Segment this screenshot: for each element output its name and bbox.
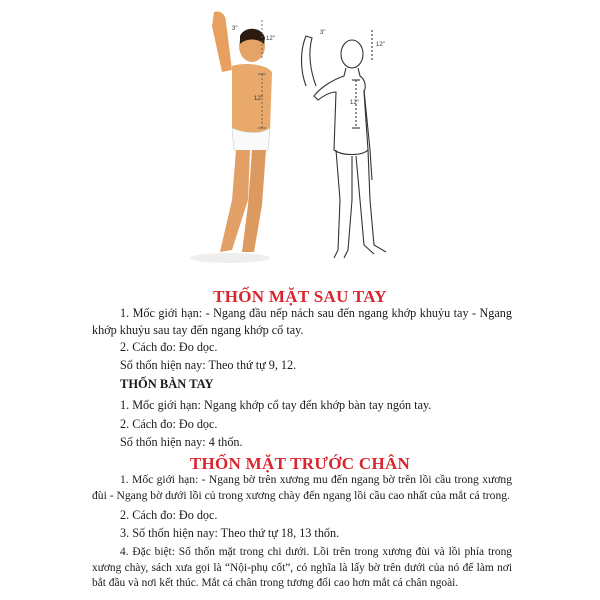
section-title-hand: THỐN BÀN TAY [120,377,214,391]
illustration-figure [0,0,600,285]
section2-paragraph-1: 1. Mốc giới hạn: Ngang khớp cổ tay đến khớp bàn tay ngón tay. [120,398,432,412]
section1-paragraph-2: 2. Cách đo: Đo dọc. [120,340,218,354]
section1-paragraph-3: Số thốn hiện nay: Theo thứ tự 9, 12. [120,358,297,372]
section-title-arm-back: THỐN MẶT SAU TAY [213,287,387,306]
section-title-leg-front: THỐN MẶT TRƯỚC CHÂN [189,454,411,473]
section3-paragraph-3: 3. Số thốn hiện nay: Theo thứ tự 18, 13 thốn. [120,526,340,540]
photo-figure [190,11,275,263]
photo-torso-label: 12" [254,96,263,102]
photo-side-label: 12" [266,36,275,42]
section2-paragraph-2: 2. Cách đo: Đo dọc. [120,417,218,431]
drawing-top-label: 3" [320,30,326,36]
section3-paragraph-1: 1. Mốc giới hạn: - Ngang bờ trên xương mu đến ngang bờ trên lồi cầu trong xương đùi - Ngang bờ dưới lồi củ trong xương chày đến ngang lồi cầu cao nhất của mắt cá trong. [92,473,512,502]
anatomy-illustration [0,0,600,285]
section3-paragraph-2: 2. Cách đo: Đo dọc. [120,508,218,522]
section1-paragraph-1: 1. Mốc giới hạn: - Ngang đầu nếp nách sau đến ngang khớp khuỷu tay - Ngang khớp khuỷu sau tay đến ngang khớp cổ tay. [92,306,512,337]
section2-paragraph-3: Số thốn hiện nay: 4 thốn. [120,435,243,449]
drawing-torso-label: 12" [350,100,359,106]
section3-paragraph-4: 4. Đặc biệt: Số thốn mặt trong chi dưới. Lồi trên trong xương đùi và lồi phía trong xương chày, sách xưa gọi là “Nội-phụ cốt”, có nghĩa là lấy bờ trên dưới của nó để làm nơi bắt đầu và nơi kết thúc. Mắt cá chân trong tương đối cao hơn mắt cá chân ngoài. [92,546,512,589]
photo-top-label: 3" [232,26,238,32]
drawing-figure [302,30,387,258]
drawing-side-label: 12" [376,42,385,48]
